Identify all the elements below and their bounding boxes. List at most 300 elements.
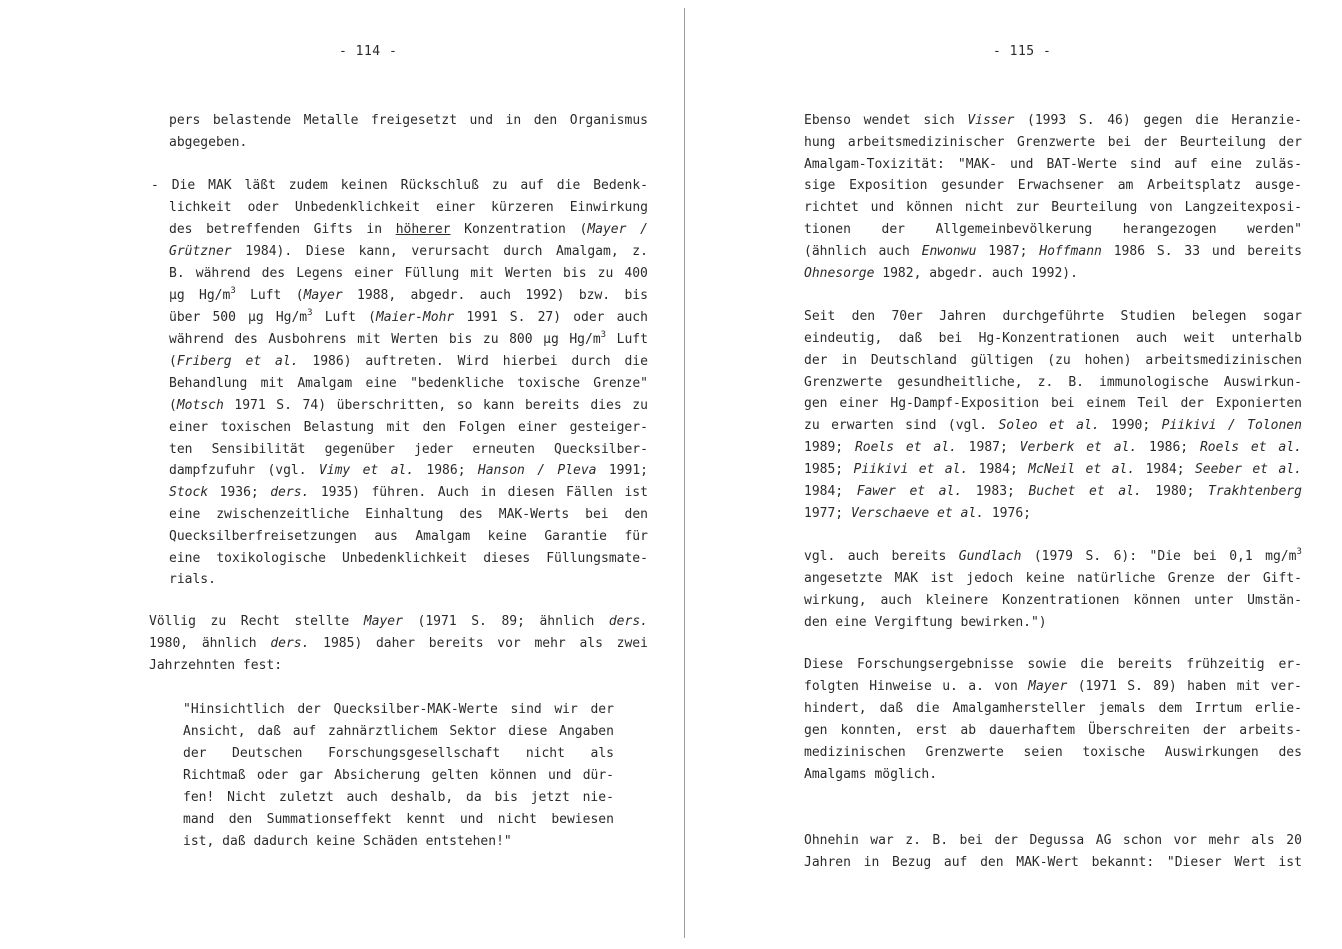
body-text: Jahrzehnten fest:	[149, 658, 283, 673]
body-text: Metalle	[303, 113, 359, 128]
body-text: ist	[930, 571, 954, 586]
body-text: toxikologische	[216, 551, 326, 566]
body-text: am	[1117, 178, 1134, 193]
citation-text: Stock	[169, 485, 209, 500]
body-text: und	[459, 812, 484, 827]
body-text: angesetzte	[804, 571, 883, 586]
body-text: Wert	[1234, 855, 1266, 870]
citation-text: et	[1086, 440, 1102, 455]
body-text: S.	[1078, 113, 1095, 128]
body-text: weit	[1183, 331, 1216, 346]
body-text: Bedenk-	[593, 178, 648, 193]
body-text: Diese	[305, 244, 345, 259]
body-text: Luft	[324, 310, 356, 325]
text-line	[169, 504, 648, 526]
body-text: oder	[247, 200, 279, 215]
body-text: 1986;	[1149, 440, 1189, 455]
body-text: dem	[1158, 701, 1183, 716]
text-line	[804, 110, 1302, 132]
superscript: 3	[1296, 547, 1302, 557]
body-text: keine	[487, 529, 527, 544]
body-text: Füllung	[404, 266, 460, 281]
body-text: Füllungsmate-	[546, 551, 648, 566]
body-text: in	[863, 855, 880, 870]
body-text: Teil	[1137, 396, 1169, 411]
body-text: (	[579, 222, 588, 237]
body-text: sind	[510, 702, 542, 717]
text-line	[169, 526, 648, 548]
body-text: unter	[1194, 593, 1234, 608]
body-text: z.	[905, 833, 921, 848]
body-text: (	[169, 398, 177, 413]
body-text: Einhaltung	[365, 507, 444, 522]
body-text: Ausbohrens	[268, 332, 347, 347]
body-text: auf	[292, 724, 317, 739]
body-text: in	[505, 113, 522, 128]
body-text: lichkeit	[169, 200, 232, 215]
body-text: Hg/m	[275, 310, 308, 325]
citation-text: Piikivi	[1161, 418, 1217, 433]
citation-text: et	[245, 354, 262, 369]
body-text: dauerhaftem	[989, 723, 1076, 738]
text-line	[804, 372, 1302, 394]
body-text: Beurteilung	[1179, 135, 1266, 150]
body-text: als	[1251, 833, 1275, 848]
body-text: gültigen	[970, 353, 1034, 368]
body-text: Grenze"	[593, 376, 648, 391]
body-text: des	[261, 266, 286, 281]
body-text: 800	[509, 332, 533, 347]
citation-text: et	[362, 463, 379, 478]
body-text: eine	[169, 551, 201, 566]
body-text: hierbei	[502, 354, 558, 369]
body-text: B.	[1068, 375, 1085, 390]
text-line	[183, 743, 614, 765]
body-text: mit	[470, 266, 494, 281]
body-text: der	[1202, 723, 1227, 738]
body-text: µg	[169, 288, 185, 303]
body-text: MAK-Werts	[498, 507, 570, 522]
body-text: Werten	[391, 332, 439, 347]
body-text: oder	[573, 310, 605, 325]
body-text: (zu	[1047, 353, 1071, 368]
body-text: Amalgam-Toxizität:	[804, 157, 945, 172]
body-text: Forschungsgesellschaft	[328, 746, 501, 761]
body-text: als	[590, 746, 614, 761]
body-text: Konzentrationen	[1002, 593, 1120, 608]
body-text: eine	[169, 507, 201, 522]
body-text: er-	[1278, 657, 1302, 672]
citation-text: Verberk	[1019, 440, 1075, 455]
citation-text: et	[1252, 462, 1268, 477]
body-text: belegen	[1191, 309, 1247, 324]
text-line	[169, 395, 648, 417]
text-line	[804, 328, 1302, 350]
body-text: -	[151, 178, 159, 193]
citation-text: Mayer	[1028, 679, 1068, 694]
body-text: bei	[1193, 549, 1217, 564]
body-text: Beurteilung	[1051, 200, 1138, 215]
citation-text: Roels	[1199, 440, 1240, 455]
citation-text: Hanson	[477, 463, 525, 478]
body-text: Folgen	[458, 420, 506, 435]
body-text: S.	[1127, 679, 1143, 694]
text-line	[169, 197, 648, 219]
superscript: 3	[307, 308, 313, 318]
citation-text: et	[1085, 462, 1102, 477]
body-text: Luft	[616, 332, 648, 347]
body-text: jemals	[1098, 701, 1146, 716]
body-text: die	[1195, 113, 1219, 128]
body-text: des	[169, 222, 193, 237]
body-text: gegenüber	[324, 442, 396, 457]
text-line	[169, 329, 648, 351]
body-text: Allgemeinbevölkerung	[935, 222, 1093, 237]
body-text: wendet	[863, 113, 911, 128]
body-text: AG	[1095, 833, 1112, 848]
body-text: toxischen	[220, 420, 292, 435]
text-line	[169, 307, 648, 329]
body-text: durch	[571, 354, 611, 369]
body-text: gar	[299, 768, 323, 783]
body-text: bewiesen	[551, 812, 614, 827]
body-text: folgten	[804, 679, 859, 694]
text-line	[804, 241, 1302, 263]
body-text: Bezug	[892, 855, 932, 870]
body-text: mehr	[534, 636, 566, 651]
text-line	[804, 197, 1302, 219]
body-text: den	[533, 113, 558, 128]
text-line	[804, 676, 1302, 698]
body-text: Auswirkun-	[1223, 375, 1302, 390]
body-text: abgedr.	[410, 288, 466, 303]
body-text: höherer	[395, 222, 451, 237]
body-text: während	[195, 266, 251, 281]
body-text: Degussa	[1029, 833, 1085, 848]
text-line	[804, 764, 937, 786]
body-text: die	[916, 701, 940, 716]
body-text: einer	[839, 396, 879, 411]
body-text: auch	[346, 790, 378, 805]
body-text: zudem	[288, 178, 328, 193]
citation-text: Hoffmann	[1039, 244, 1102, 259]
text-line	[804, 459, 1302, 481]
body-text: jeder	[414, 442, 454, 457]
body-text: Sensibilität	[211, 442, 306, 457]
body-text: 1987;	[968, 440, 1008, 455]
body-text: 1976;	[984, 506, 1031, 521]
text-line	[149, 633, 648, 655]
body-text: Summationseffekt	[266, 812, 392, 827]
body-text: bereits	[428, 636, 484, 651]
body-text: können	[906, 200, 953, 215]
body-text: Amalgam	[415, 529, 471, 544]
body-text: ist, daß dadurch keine Schäden entstehen!"	[183, 834, 512, 849]
body-text: 400	[624, 266, 648, 281]
body-text: 1985)	[323, 636, 363, 651]
text-line	[804, 654, 1302, 676]
body-text: 1989;	[804, 440, 844, 455]
body-text: erneuten	[472, 442, 535, 457]
body-text: Sektor	[449, 724, 497, 739]
body-text: Grenzwerte	[1016, 135, 1096, 150]
body-text: von	[1149, 200, 1173, 215]
body-text: den	[980, 855, 1004, 870]
text-line	[169, 241, 648, 263]
body-text: Hg-Konzentrationen	[978, 331, 1120, 346]
body-text: (	[368, 310, 376, 325]
citation-text: al.	[1076, 418, 1100, 433]
body-text: zu	[482, 332, 499, 347]
body-text: kennt	[406, 812, 446, 827]
body-text: aus	[374, 529, 398, 544]
body-text: der	[881, 222, 906, 237]
body-text: (	[169, 354, 177, 369]
body-text: ten	[169, 442, 193, 457]
body-text: 1991	[466, 310, 498, 325]
body-text: Hinweise	[869, 679, 932, 694]
body-text: oder	[256, 768, 289, 783]
citation-text: al.	[390, 463, 415, 478]
citation-text: Verschaeve et al.	[850, 506, 985, 521]
body-text: Organismus	[569, 113, 648, 128]
body-text: zahnärztlichem	[328, 724, 438, 739]
body-text: der	[297, 702, 321, 717]
body-text: der	[804, 353, 828, 368]
body-text: "Hinsichtlich	[183, 702, 285, 717]
body-text: auf	[1174, 157, 1198, 172]
body-text: (vgl.	[267, 463, 307, 478]
body-text: einem	[1086, 396, 1126, 411]
body-text: 1986;	[426, 463, 466, 478]
citation-text: Trakhtenberg	[1208, 484, 1302, 499]
citation-text: al.	[1113, 440, 1138, 455]
body-text: 20	[1286, 833, 1302, 848]
body-text: Amalgam	[297, 376, 353, 391]
body-text: Auch	[437, 485, 470, 500]
body-text: zur	[1015, 200, 1040, 215]
body-text: keine	[1025, 571, 1065, 586]
body-text: auch	[878, 244, 910, 259]
citation-text: Mayer	[363, 614, 403, 629]
body-text: Jahren	[939, 309, 987, 324]
body-text: auf	[520, 178, 544, 193]
body-text: 1980,	[149, 636, 189, 651]
body-text: Überschreiten	[1088, 723, 1190, 738]
body-text: nicht	[525, 746, 565, 761]
body-text: gesundheitliche,	[897, 375, 1023, 390]
body-text: mit	[1236, 679, 1261, 694]
body-text: 1991;	[608, 463, 648, 478]
body-text: betreffenden	[206, 222, 301, 237]
body-text: kürzeren	[491, 200, 554, 215]
body-text: belastende	[212, 113, 292, 128]
text-line	[149, 655, 282, 677]
text-line	[149, 611, 648, 633]
body-text: toxische	[517, 376, 580, 391]
text-line	[169, 110, 648, 132]
body-text: 1985;	[804, 462, 844, 477]
body-text: der	[1278, 135, 1302, 150]
body-text: eine	[1210, 157, 1242, 172]
citation-text: Maier-Mohr	[375, 310, 455, 325]
citation-text: et	[918, 462, 935, 477]
body-text: dür-	[582, 768, 614, 783]
text-line	[183, 721, 614, 743]
body-text: abgegeben.	[169, 135, 248, 150]
body-text: 1971	[234, 398, 266, 413]
citation-text: Roels	[854, 440, 895, 455]
body-text: gesunder	[941, 178, 1004, 193]
body-text: überschritten,	[336, 398, 447, 413]
body-text: 1936;	[219, 485, 259, 500]
body-text: S.	[471, 614, 487, 629]
body-text: (1993	[1027, 113, 1067, 128]
body-text: dies	[590, 398, 622, 413]
body-text: arbeitsmedizinischer	[847, 135, 1005, 150]
body-text: Behandlung	[169, 376, 248, 391]
body-text: hindert,	[804, 701, 867, 716]
body-text: einer	[436, 200, 476, 215]
body-text: 70er	[891, 309, 923, 324]
body-text: u.	[942, 679, 958, 694]
body-text: in	[366, 222, 383, 237]
body-text: für	[624, 529, 648, 544]
body-text: werden"	[1247, 222, 1302, 237]
body-text: die	[1080, 657, 1104, 672]
body-text: arbeits-	[1239, 723, 1302, 738]
citation-text: ders.	[270, 636, 310, 651]
text-line	[804, 590, 1302, 612]
body-text: erlie-	[1254, 701, 1302, 716]
body-text: z.	[1037, 375, 1054, 390]
body-text: der	[994, 833, 1018, 848]
body-text: nicht	[497, 812, 537, 827]
body-text: MAK	[894, 571, 919, 586]
body-text: sind	[905, 418, 937, 433]
body-text: ähnlich	[539, 614, 595, 629]
body-text: Nicht	[227, 790, 267, 805]
body-text: während	[169, 332, 224, 347]
body-text: Garantie	[544, 529, 607, 544]
body-text: Auswirkungen	[1164, 745, 1259, 760]
body-text: des	[234, 332, 258, 347]
body-text: Ansicht,	[183, 724, 246, 739]
body-text: durch	[503, 244, 543, 259]
citation-text: ders.	[270, 485, 310, 500]
body-text: Langzeitexposi-	[1184, 200, 1302, 215]
citation-text: et	[1089, 484, 1105, 499]
body-text: und	[1010, 157, 1034, 172]
page-number-left: - 114 -	[339, 44, 398, 59]
text-line	[183, 699, 614, 721]
body-text: haben	[1187, 679, 1227, 694]
body-text: auch	[847, 549, 880, 564]
body-text: gegen	[1143, 113, 1183, 128]
page-number-right: - 115 -	[993, 44, 1052, 59]
text-line	[804, 852, 1302, 874]
body-text: jetzt	[530, 790, 570, 805]
body-text: MAK-Wert	[1016, 855, 1079, 870]
body-text: 1935)	[320, 485, 360, 500]
text-line	[804, 350, 1302, 372]
citation-text: et	[905, 440, 922, 455]
body-text: in	[841, 353, 857, 368]
body-text: 1984;	[1145, 462, 1185, 477]
citation-text: Enwonwu	[921, 244, 977, 259]
body-text: immunologische	[1099, 375, 1209, 390]
citation-text: McNeil	[1028, 462, 1076, 477]
body-text: arbeitsmedizinischen	[1145, 353, 1302, 368]
body-text: richtet	[804, 200, 859, 215]
body-text: verursacht	[411, 244, 490, 259]
body-text: nie-	[582, 790, 614, 805]
body-text: 1992)	[525, 288, 565, 303]
body-text: Konzentration	[464, 222, 566, 237]
body-text: durchgeführte	[1002, 309, 1105, 324]
text-line	[804, 175, 1302, 197]
body-text: Gifts	[313, 222, 353, 237]
body-text: 1988,	[357, 288, 397, 303]
citation-text: et	[1049, 418, 1065, 433]
body-text: gelten	[431, 768, 479, 783]
body-text: Studien	[1120, 309, 1176, 324]
body-text: bzw.	[578, 288, 611, 303]
citation-text: Mayer	[303, 288, 343, 303]
body-text: den	[624, 507, 648, 522]
text-line	[169, 482, 648, 504]
body-text: Amalgamhersteller	[952, 701, 1086, 716]
text-line	[183, 809, 614, 831]
body-text: als	[579, 636, 603, 651]
text-line	[169, 439, 648, 461]
text-line	[169, 285, 648, 307]
body-text: zu	[210, 614, 227, 629]
citation-text: Gundlach	[958, 549, 1022, 564]
body-text: Quecksilberfreisetzungen	[169, 529, 357, 544]
body-text: eindeutig,	[804, 331, 883, 346]
body-text: auch	[1135, 331, 1168, 346]
body-text: "Dieser	[1166, 855, 1222, 870]
body-text: tionen	[804, 222, 851, 237]
body-text: Legens	[296, 266, 344, 281]
body-text: 33	[1184, 244, 1201, 259]
body-text: pers	[169, 113, 201, 128]
body-text: kann,	[358, 244, 398, 259]
text-line	[804, 698, 1302, 720]
body-text: daß	[879, 701, 904, 716]
body-text: daß	[898, 331, 923, 346]
body-text: so	[456, 398, 473, 413]
body-text: Luft	[250, 288, 282, 303]
text-line	[183, 787, 614, 809]
body-text: Quecksilber-MAK-Werte	[333, 702, 498, 717]
body-text: Grenze	[1167, 571, 1215, 586]
superscript: 3	[230, 286, 236, 296]
body-text: zwei	[616, 636, 648, 651]
body-text: führen.	[371, 485, 427, 500]
body-text: den eine Vergiftung bewirken.")	[804, 615, 1047, 630]
body-text: sowie	[1027, 657, 1067, 672]
body-text: bis	[563, 266, 587, 281]
body-text: Richtmaß	[183, 768, 246, 783]
body-text: Unbedenklichkeit	[341, 551, 468, 566]
body-text: daher	[375, 636, 416, 651]
body-text: Unbedenklichkeit	[294, 200, 421, 215]
body-text: Völlig	[149, 614, 196, 629]
body-text: hohen)	[1084, 353, 1132, 368]
citation-text: Ohnesorge	[804, 266, 875, 281]
